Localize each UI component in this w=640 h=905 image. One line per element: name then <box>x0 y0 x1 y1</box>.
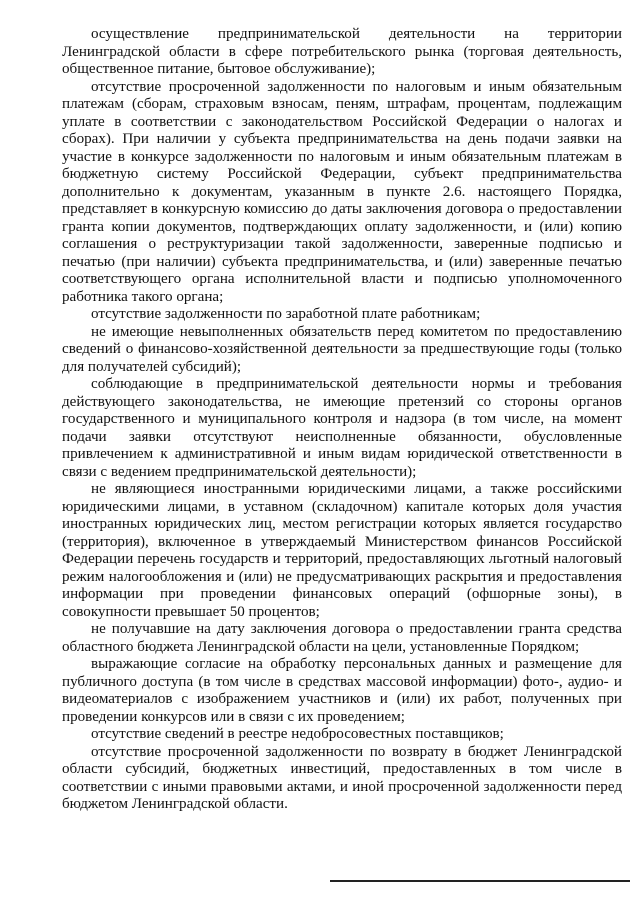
paragraph-budget-debt: отсутствие просроченной задолженности по возврату в бюджет Ленинградской области субсидий, бюджетных инвестиций, предоставленных в том числе в соответствии с иными правовыми актами, и иной просроченной задолженности перед бюджетом Ленинградской области. <box>62 743 622 812</box>
paragraph-salary-debt: отсутствие задолженности по заработной плате работникам; <box>91 306 481 322</box>
paragraph-reporting-obligations: не имеющие невыполненных обязательств перед комитетом по предоставлению сведений о финансово-хозяйственной деятельности за предшествующие годы (только для получателей субсидий); <box>62 323 622 375</box>
paragraph-personal-data-consent: выражающие согласие на обработку персональных данных и размещение для публичного доступа (в том числе в средствах массовой информации) фото-, аудио- и видеоматериалов с изображением участников и (или) их работ, полученных при проведении конкурсов или в связи с их проведением; <box>62 656 622 725</box>
paragraph-no-prior-funds: не получавшие на дату заключения договора о предоставлении гранта средства областного бюджета Ленинградской области на цели, установленные Порядком; <box>62 621 622 655</box>
footer-divider <box>330 880 630 882</box>
paragraph-tax-debt: отсутствие просроченной задолженности по налоговым и иным обязательным платежам (сборам, страховым взносам, пеням, штрафам, процентам, подлежащим уплате в соответствии с законодательством Российской Федерации о налогах и сборах). При наличии у субъекта предпринимательства на день подачи заявки на участие в конкурсе задолженности по налоговым и иным обязательным платежам в бюджетную систему Российской Федерации, субъект предпринимательства дополнительно к документам, указанным в пункте 2.6. настоящего Порядка, представляет в конкурсную комиссию до даты заключения договора о предоставлении гранта копии документов, подтверждающих оплату задолженности, и (или) копию соглашения о реструктуризации такой задолженности, заверенные подписью и печатью (при наличии) субъекта предпринимательства, и (или) заверенные печатью соответствующего органа исполнительной власти и подписью уполномоченного работника такого органа; <box>62 78 622 305</box>
paragraph-foreign-entities: не являющиеся иностранными юридическими лицами, а также российскими юридическими лицами, в уставном (складочном) капитале которых доля участия иностранных юридических лиц, местом регистрации которых является государство (территория), включенное в утверждаемый Министерством финансов Российской Федерации перечень государств и территорий, предоставляющих льготный налоговый режим налогообложения и (или) не предусматривающих раскрытия и предоставления информации при проведении финансовых операций (офшорные зоны), в совокупности превышает 50 процентов; <box>62 481 622 620</box>
paragraph-activity-sphere: осуществление предпринимательской деятельности на территории Ленинградской области в сфере потребительского рынка (торговая деятельность, общественное питание, бытовое обслуживание); <box>62 26 622 77</box>
document-page <box>62 26 622 814</box>
paragraph-legal-compliance: соблюдающие в предпринимательской деятельности нормы и требования действующего законодательства, не имеющие претензий со стороны органов государственного и муниципального контроля и надзора (в том числе, на момент подачи заявки отсутствуют неисполненные обязанности, обусловленные привлечением к административной и иным видам юридической ответственности в связи с ведением предпринимательской деятельности); <box>62 376 622 480</box>
paragraph-unfair-suppliers: отсутствие сведений в реестре недобросовестных поставщиков; <box>91 726 504 742</box>
